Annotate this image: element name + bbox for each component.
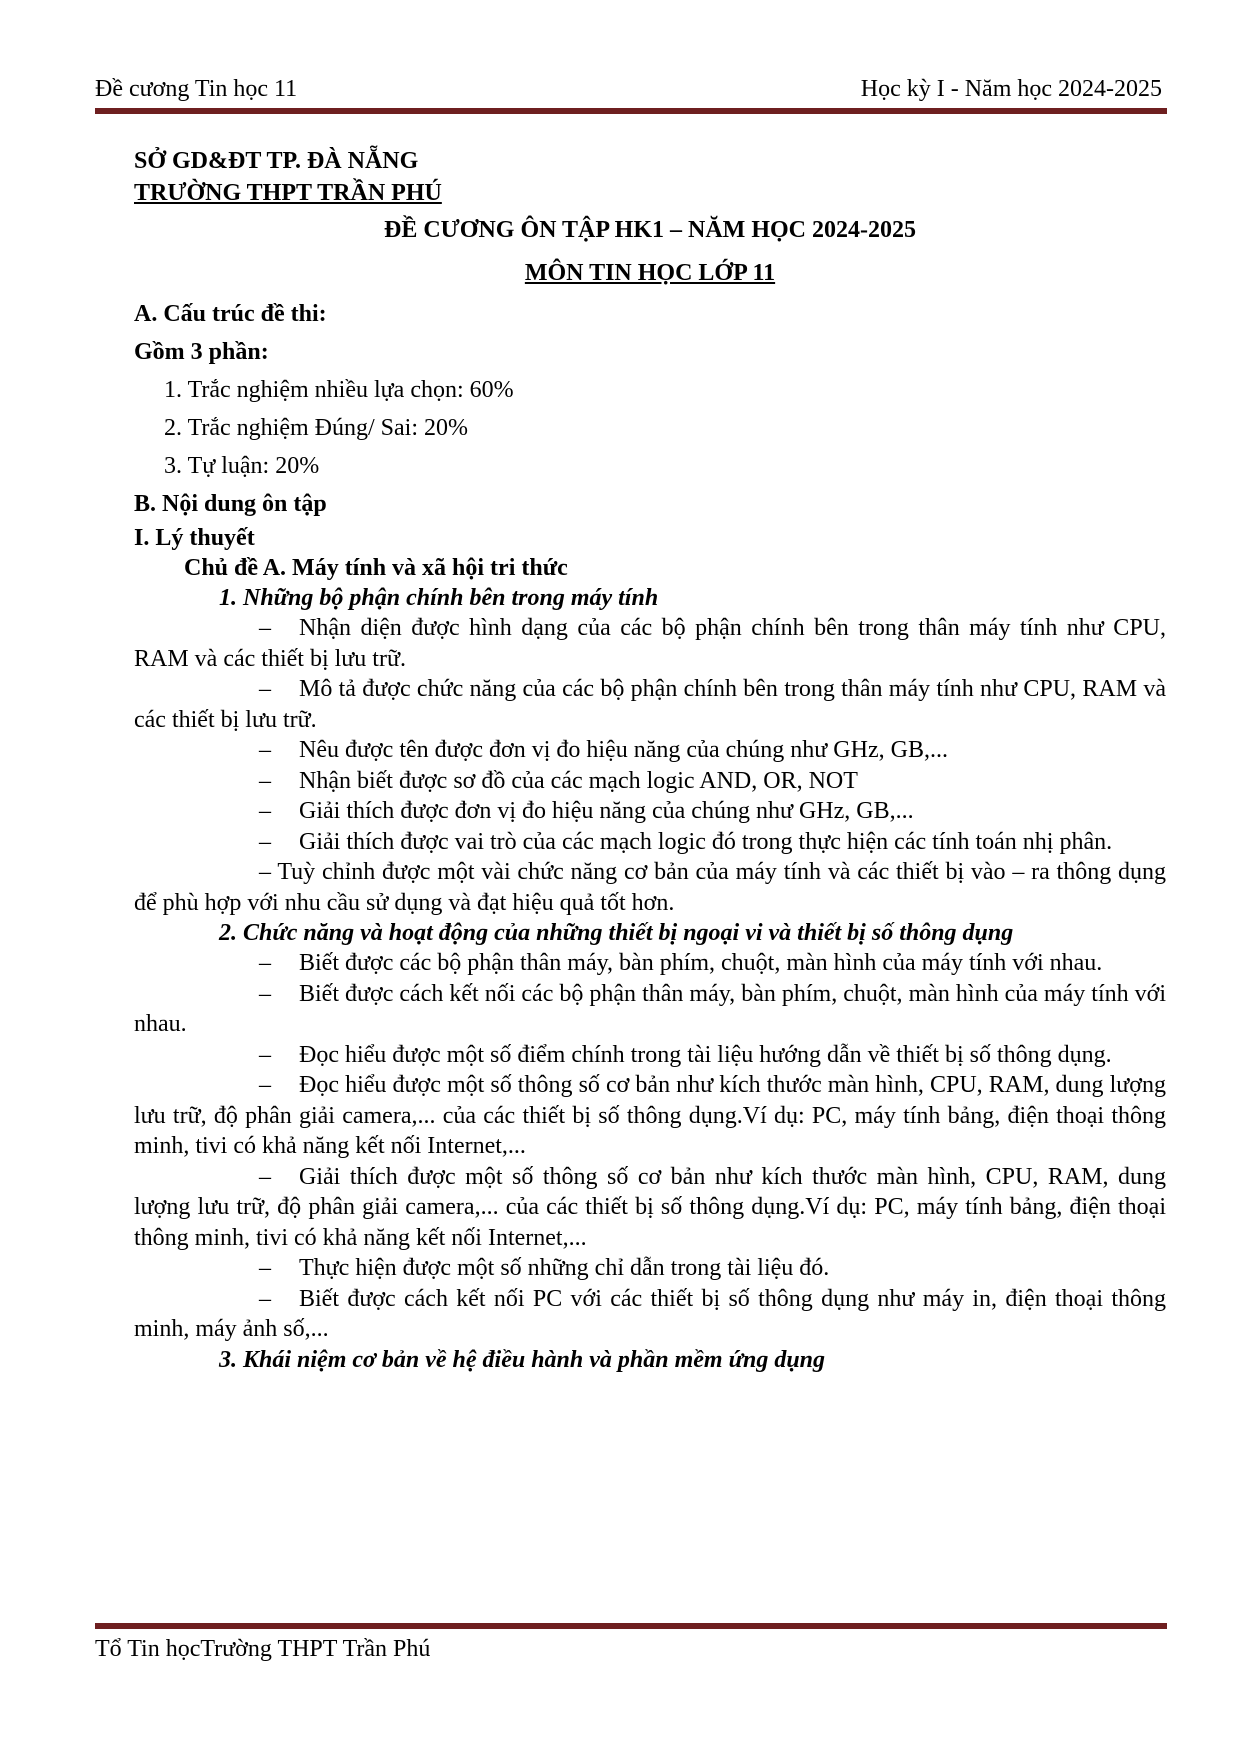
doc-subtitle: MÔN TIN HỌC LỚP 11 — [524, 260, 776, 286]
section-a-heading: A. Cấu trúc đề thi: — [134, 301, 327, 327]
org-line-1: SỞ GD&ĐT TP. ĐÀ NẴNG — [134, 148, 419, 174]
structure-item: 2. Trắc nghiệm Đúng/ Sai: 20% — [164, 415, 468, 441]
subsection-3-heading: 3. Khái niệm cơ bản về hệ điều hành và phần mềm ứng dụng — [219, 1346, 826, 1373]
page-header — [95, 74, 1162, 104]
list-item: – Giải thích được đơn vị đo hiệu năng của chúng như GHz, GB,... — [134, 796, 1166, 827]
dash-mark: – — [259, 1163, 271, 1190]
list-item: – Tuỳ chỉnh được một vài chức năng cơ bản của máy tính và các thiết bị vào – ra thông dụng để phù hợp với nhu cầu sử dụng và đạt hiệu quả tốt hơn. — [134, 859, 1166, 916]
list-item: – Giải thích được một số thông số cơ bản như kích thước màn hình, CPU, RAM, dung lượng lưu trữ, độ phân giải camera,... của các thiết bị số thông dụng.Ví dụ: PC, máy tính bảng, điện thoại thông minh, tivi có khả năng kết nối Internet,... — [134, 1163, 1166, 1251]
dash-mark: – — [259, 950, 271, 976]
dash-mark: – — [259, 1255, 271, 1281]
dash-mark: – — [259, 676, 271, 702]
dash-mark: – — [259, 980, 271, 1007]
dash-mark: – — [259, 828, 271, 855]
section-a-intro: Gồm 3 phần: — [134, 339, 269, 365]
structure-item: 1. Trắc nghiệm nhiều lựa chọn: 60% — [164, 377, 514, 403]
topic-a-heading: Chủ đề A. Máy tính và xã hội tri thức — [184, 555, 568, 581]
section-b-heading: B. Nội dung ôn tập — [134, 491, 327, 517]
header-rule — [95, 108, 1167, 114]
list-item: – Mô tả được chức năng của các bộ phận chính bên trong thân máy tính như CPU, RAM và các thiết bị lưu trữ. — [134, 676, 1166, 733]
list-item: – Biết được cách kết nối PC với các thiết bị số thông dụng như máy in, điện thoại thông minh, máy ảnh số,... — [134, 1285, 1166, 1342]
dash-mark: – — [259, 798, 271, 824]
list-item: – Đọc hiểu được một số điểm chính trong tài liệu hướng dẫn về thiết bị số thông dụng. — [134, 1040, 1166, 1071]
dash-mark: – — [259, 1072, 271, 1098]
doc-title: ĐỀ CƯƠNG ÔN TẬP HK1 – NĂM HỌC 2024-2025 — [384, 217, 916, 243]
dash-mark: – — [259, 767, 271, 794]
dash-mark: – — [259, 737, 271, 763]
list-item: – Biết được cách kết nối các bộ phận thân máy, bàn phím, chuột, màn hình của máy tính với nhau. — [134, 980, 1166, 1037]
list-item: – Nhận diện được hình dạng của các bộ phận chính bên trong thân máy tính như CPU, RAM và các thiết bị lưu trữ. — [134, 615, 1166, 672]
list-item: – Nêu được tên được đơn vị đo hiệu năng của chúng như GHz, GB,... — [134, 735, 1166, 766]
dash-mark: – — [259, 1041, 271, 1068]
page-footer: Tổ Tin họcTrường THPT Trần Phú — [95, 1636, 431, 1662]
structure-item: 3. Tự luận: 20% — [164, 453, 320, 479]
dash-mark: – — [259, 615, 271, 641]
part-1-heading: I. Lý thuyết — [134, 525, 255, 551]
list-item: – Đọc hiểu được một số thông số cơ bản như kích thước màn hình, CPU, RAM, dung lượng lưu trữ, độ phân giải camera,... của các thiết bị số thông dụng.Ví dụ: PC, máy tính bảng, điện thoại thông minh, tivi có khả năng kết nối Internet,... — [134, 1072, 1166, 1159]
dash-mark: – — [259, 1285, 271, 1312]
footer-rule — [95, 1623, 1167, 1629]
header-left: Đề cương Tin học 11 — [95, 76, 298, 102]
header-right: Học kỳ I - Năm học 2024-2025 — [860, 76, 1162, 102]
org-line-2: TRƯỜNG THPT TRẦN PHÚ — [134, 180, 442, 206]
document-body — [134, 145, 1166, 1375]
list-item: – Biết được các bộ phận thân máy, bàn phím, chuột, màn hình của máy tính với nhau. — [134, 948, 1166, 979]
list-item: – Thực hiện được một số những chỉ dẫn trong tài liệu đó. — [134, 1253, 1166, 1284]
subsection-2-heading: 2. Chức năng và hoạt động của những thiết bị ngoại vi và thiết bị số thông dụng — [219, 920, 1014, 946]
list-item: – Nhận biết được sơ đồ của các mạch logic AND, OR, NOT — [134, 766, 1166, 797]
subsection-1-heading: 1. Những bộ phận chính bên trong máy tính — [219, 585, 659, 611]
list-item: – Giải thích được vai trò của các mạch logic đó trong thực hiện các tính toán nhị phân. — [134, 827, 1166, 858]
